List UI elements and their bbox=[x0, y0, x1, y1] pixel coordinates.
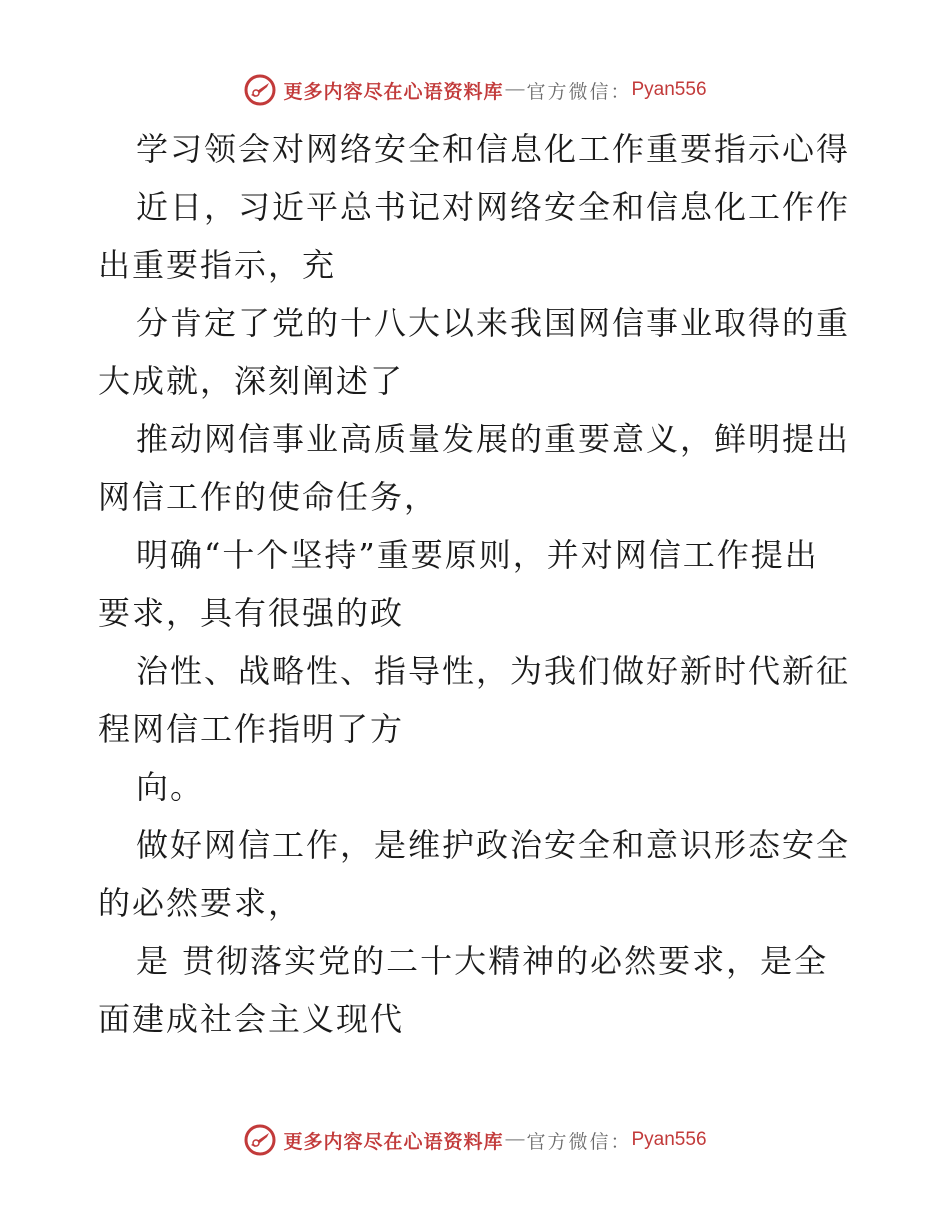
header-wechat-id: Pyan556 bbox=[631, 79, 707, 100]
paragraph-line: 治性、战略性、指导性，为我们做好新时代新征 bbox=[136, 652, 851, 690]
paragraph-line: 推动网信事业高质量发展的重要意义，鲜明提出 bbox=[136, 420, 851, 458]
document-title: 学习领会对网络安全和信息化工作重要指示心得 bbox=[136, 130, 851, 168]
paragraph-line: 做好网信工作，是维护政治安全和意识形态安全 bbox=[136, 826, 851, 864]
document-body bbox=[98, 120, 858, 1048]
brand-logo-icon bbox=[243, 73, 277, 107]
paragraph-line: 明确“十个坚持”重要原则，并对网信工作提出 bbox=[136, 536, 819, 574]
paragraph-line: 的必然要求， bbox=[98, 884, 303, 922]
header-banner bbox=[0, 70, 950, 110]
paragraph-line: 向。 bbox=[136, 768, 205, 806]
paragraph-line: 要求，具有很强的政 bbox=[98, 594, 405, 632]
paragraph-line: 大成就，深刻阐述了 bbox=[98, 362, 405, 400]
header-official-label: 官方微信： bbox=[526, 80, 632, 103]
paragraph-line: 面建成社会主义现代 bbox=[98, 1000, 405, 1038]
footer-brand-text: 更多内容尽在心语资料库 bbox=[283, 1130, 504, 1153]
footer-official-label: 官方微信： bbox=[526, 1130, 632, 1153]
paragraph-line: 出重要指示，充 bbox=[98, 246, 337, 284]
paragraph-line: 近日，习近平总书记对网络安全和信息化工作作 bbox=[136, 188, 851, 226]
paragraph-line: 分肯定了党的十八大以来我国网信事业取得的重 bbox=[136, 304, 851, 342]
paragraph-line: 程网信工作指明了方 bbox=[98, 710, 405, 748]
footer-dash: — bbox=[505, 1129, 525, 1150]
header-brand-text: 更多内容尽在心语资料库 bbox=[283, 80, 504, 103]
brand-logo-icon bbox=[243, 1123, 277, 1157]
paragraph-line: 是 贯彻落实党的二十大精神的必然要求，是全 bbox=[136, 942, 829, 980]
footer-banner bbox=[0, 1120, 950, 1160]
footer-wechat-id: Pyan556 bbox=[631, 1129, 707, 1150]
header-dash: — bbox=[505, 79, 525, 100]
paragraph-line: 网信工作的使命任务， bbox=[98, 478, 439, 516]
